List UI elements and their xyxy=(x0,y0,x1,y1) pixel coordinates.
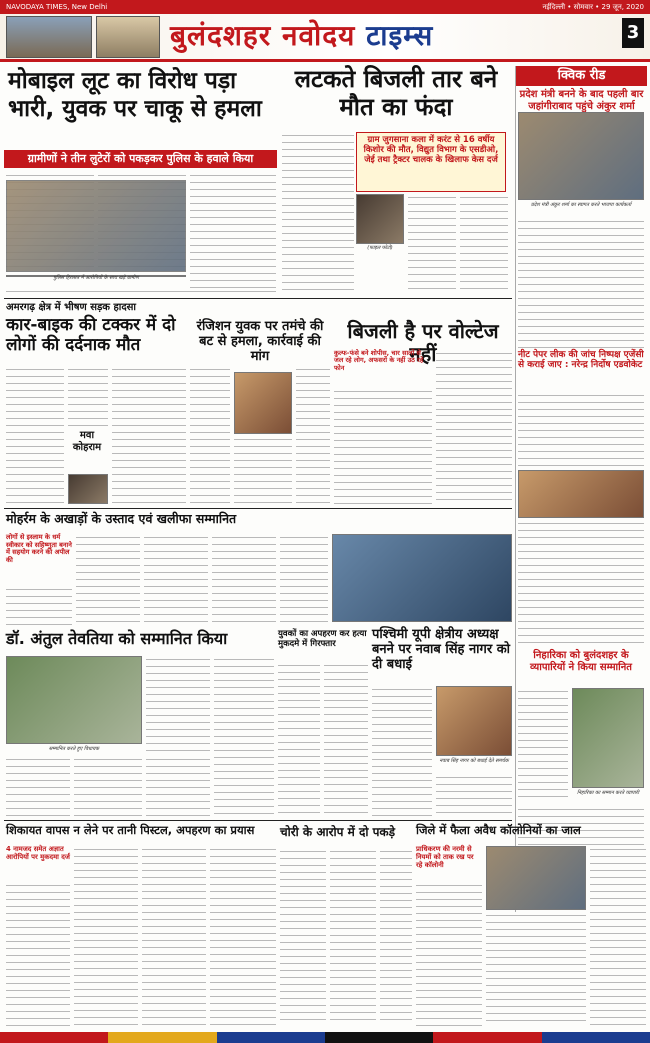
story-10-column-2 xyxy=(74,846,138,1026)
story-3-column-3 xyxy=(112,366,186,504)
story-7-photo xyxy=(6,656,142,744)
newspaper-title-times: टाइम्स xyxy=(366,19,434,52)
story-7-column-5 xyxy=(214,656,274,816)
story-11-headline: चोरी के आरोप में दो पकड़े xyxy=(280,825,396,839)
story-3-photo xyxy=(68,474,108,504)
story-1-subhead: ग्रामीणों ने तीन लुटेरों को पकड़कर पुलिस के हवाले किया xyxy=(4,150,277,168)
story-7-column-4 xyxy=(146,756,210,816)
story-12-headline: जिले में फैला अवैध कॉलोनियों का जाल xyxy=(416,823,581,837)
quick-1-photo xyxy=(518,112,644,200)
story-7-headline: डॉ. अंतुल तेवतिया को सम्मानित किया xyxy=(6,629,228,648)
story-2-photo xyxy=(356,194,404,244)
story-6-column-2 xyxy=(76,534,140,626)
story-6-column-1 xyxy=(6,586,72,626)
story-7-column-1 xyxy=(6,756,70,816)
story-3-kicker: अमरगढ़ क्षेत्र में भीषण सड़क हादसा xyxy=(6,302,137,313)
story-6-column-4 xyxy=(212,534,276,626)
story-8-column-2 xyxy=(324,662,368,816)
story-1-tail xyxy=(6,288,276,296)
footer-color-strip xyxy=(0,1032,650,1043)
section-divider-3 xyxy=(4,820,512,821)
story-12-column-2 xyxy=(486,912,586,1026)
quick-3-caption: निहारिका का सम्मान करते व्यापारी xyxy=(576,790,640,796)
story-12-column-3 xyxy=(590,846,646,1026)
story-9-column-1 xyxy=(372,686,432,816)
quick-3-body xyxy=(518,688,568,798)
quick-1-headline: प्रदेश मंत्री बनने के बाद पहली बार जहांगीराबाद पहुंचे अंकुर शर्मा xyxy=(519,89,644,112)
story-3-inset: मवा कोहराम xyxy=(72,430,102,453)
story-12-photo xyxy=(486,846,586,910)
story-4-column-2 xyxy=(234,436,292,504)
story-11-column-1 xyxy=(280,848,326,1026)
story-4-column-1 xyxy=(190,366,230,504)
story-2-subhead-box xyxy=(356,132,506,192)
story-4-headline: रंजिशन युवक पर तमंचे की बट से हमला, कार्रवाई की मांग xyxy=(196,319,324,364)
story-7-column-2 xyxy=(146,656,210,754)
quick-2-body xyxy=(518,392,644,468)
section-divider-2 xyxy=(4,508,512,509)
story-10-bullet: 4 नामजद समेत अज्ञात आरोपियों पर मुकदमा दर्ज xyxy=(6,845,70,861)
story-1-caption: पुलिस हिरासत में आरोपियों के साथ खड़े ग्रामीण xyxy=(53,275,139,281)
quick-2-body-2 xyxy=(518,520,644,648)
story-7-caption: सम्मानित करते हुए विधायक xyxy=(48,746,100,752)
story-12-column-1 xyxy=(416,882,482,1026)
story-2-column-2 xyxy=(408,194,456,294)
story-2-caption: (फाइल फोटो) xyxy=(367,245,393,251)
story-6-column-3 xyxy=(144,534,208,626)
quick-3-photo xyxy=(572,688,644,788)
story-5-column-3 xyxy=(436,412,512,504)
story-9-photo xyxy=(436,686,512,756)
story-10-column-1 xyxy=(6,882,70,1026)
story-1-photo xyxy=(6,180,186,272)
story-6-headline: मोहर्रम के अखाड़ों के उस्ताद एवं खलीफा सम्मानित xyxy=(6,511,237,526)
quick-3-headline: निहारिका को बुलंदशहर के व्यापारियों ने किया सम्मानित xyxy=(530,650,632,673)
quick-read-label: क्विक रीड xyxy=(516,66,647,86)
story-2-headline: लटकते बिजली तार बने मौत का फंदा xyxy=(294,65,498,121)
story-12-bullet: प्राधिकरण की नरमी से नियमों को ताक रख पर रहे कॉलोनी xyxy=(416,845,474,869)
story-6-bullet: लोगों से इस्लाम के धर्म स्वीकार को सहिष्णुता बनाने में सहयोग करने की अपील की xyxy=(6,533,72,564)
story-6-column-5 xyxy=(280,534,328,626)
story-9-caption: नवाब सिंह नागर को बधाई देते समर्थक xyxy=(439,758,509,764)
story-2-column-1 xyxy=(282,132,354,292)
story-7-column-3 xyxy=(74,756,142,816)
edition-date: नईदिल्ली • सोमवार • 29 जून, 2020 xyxy=(542,3,644,11)
story-3-column-1 xyxy=(6,366,64,504)
story-10-column-4 xyxy=(210,846,276,1026)
story-4-photo xyxy=(234,372,292,434)
section-divider xyxy=(4,298,512,299)
story-9-headline: पश्चिमी यूपी क्षेत्रीय अध्यक्ष बनने पर नवाब सिंह नागर को दी बधाई xyxy=(372,627,511,672)
masthead xyxy=(0,0,650,62)
story-5-column-2 xyxy=(334,388,432,504)
story-3-headline: कार-बाइक की टक्कर में दो लोगों की दर्दनाक मौत xyxy=(6,315,176,355)
masthead-strip xyxy=(0,0,650,14)
story-1-headline: मोबाइल लूट का विरोध पड़ा भारी, युवक पर चाकू से हमला xyxy=(8,68,262,122)
story-4-column-3 xyxy=(296,366,330,504)
story-5-headline: बिजली है पर वोल्टेज नहीं xyxy=(347,319,499,366)
story-2-subhead: ग्राम जुगसाना कला में करंट से 16 वर्षीय किशोर की मौत, विद्युत विभाग के एसडीओ, जेई तथा ट्रैक्टर चालक के खिलाफ केस दर्ज xyxy=(363,135,499,165)
story-10-headline: शिकायत वापस न लेने पर तानी पिस्टल, अपहरण का प्रयास xyxy=(6,823,255,837)
story-5-column-1 xyxy=(436,350,512,410)
masthead-photo-monument xyxy=(6,16,92,58)
quick-2-photo xyxy=(518,470,644,518)
story-3-column-2 xyxy=(68,366,108,426)
masthead-photo-building xyxy=(96,16,160,58)
quick-1-caption: प्रदेश मंत्री अंकुर शर्मा का स्वागत करते भाजपा कार्यकर्ता xyxy=(530,202,632,208)
quick-2-headline: नीट पेपर लीक की जांच निष्पक्ष एजेंसी से कराई जाए : नरेन्द्र निर्दोष एडवोकेट xyxy=(518,350,644,371)
story-2-column-3 xyxy=(460,194,508,294)
edition-label: NAVODAYA TIMES, New Delhi xyxy=(6,3,108,11)
newspaper-title-hindi: बुलंदशहर नवोदय xyxy=(170,19,356,52)
story-8-headline: युवकों का अपहरण कर हत्या मुकदमे में गिरफ्तार xyxy=(278,629,367,649)
newspaper-title xyxy=(170,16,433,54)
story-5-subhead: कुल्फ-फंसे बने शोपीस, चार सालों से जल रहे लोग, अफसरों के नहीं उठ रहे फोन xyxy=(334,349,424,372)
story-10-column-3 xyxy=(142,846,206,1026)
story-11-column-2 xyxy=(330,848,376,1026)
story-1-column-3 xyxy=(190,172,276,290)
page-number: 3 xyxy=(622,18,644,48)
quick-1-body xyxy=(518,218,644,348)
story-6-photo xyxy=(332,534,512,622)
story-11-column-3 xyxy=(380,848,412,1026)
story-8-column-1 xyxy=(278,662,320,816)
story-9-column-2 xyxy=(436,774,512,816)
